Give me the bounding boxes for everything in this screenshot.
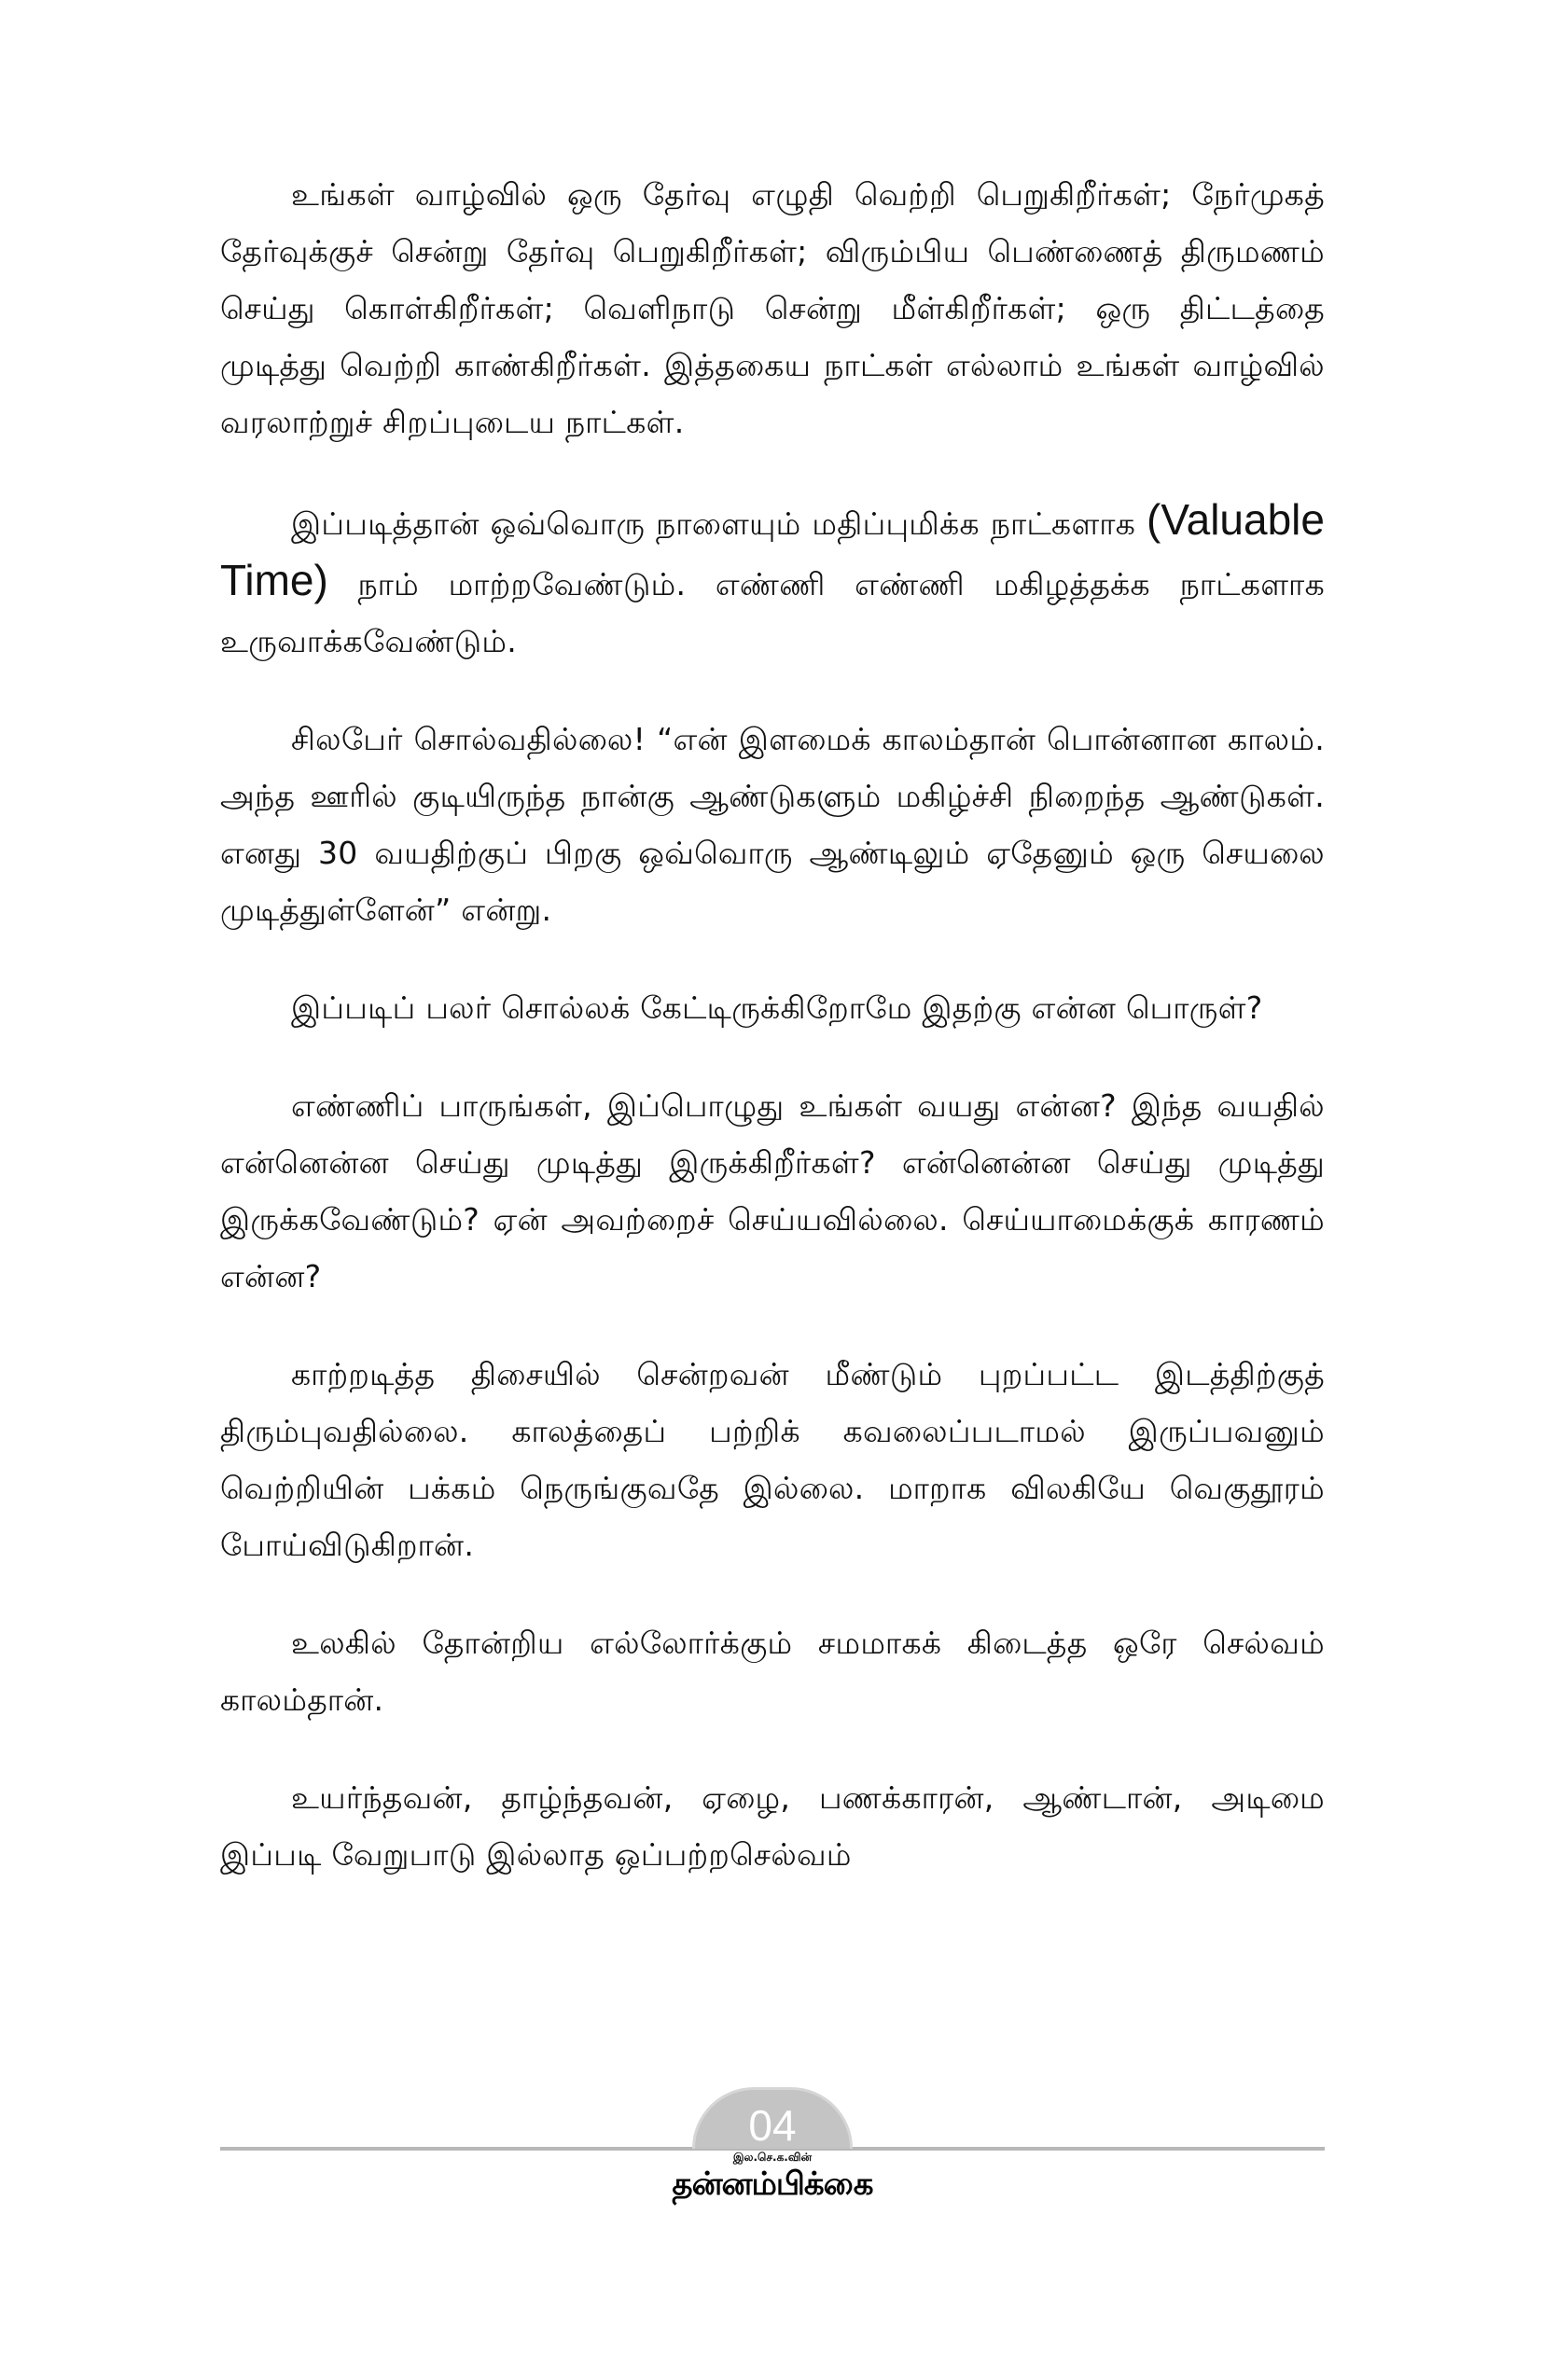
paragraph-5 xyxy=(220,1077,1325,1305)
paragraph-5-text: எண்ணிப் பாருங்கள், இப்பொழுது உங்கள் வயது என்ன? இந்த வயதில் என்னென்ன செய்து முடித்து இருக்கிறீர்கள்? என்னென்ன செய்து முடித்து இருக்கவேண்டும்? ஏன் அவற்றைச் செய்யவில்லை. செய்யாமைக்குக் காரணம் என்ன? xyxy=(220,1087,1325,1294)
paragraph-8-text: உயர்ந்தவன், தாழ்ந்தவன், ஏழை, பணக்காரன், ஆண்டான், அடிமை இப்படி வேறுபாடு இல்லாத ஒப்பற்றசெல்வம் xyxy=(220,1779,1325,1873)
page-number-badge xyxy=(692,2087,853,2149)
paragraph-7-text: உலகில் தோன்றிய எல்லோர்க்கும் சமமாகக் கிடைத்த ஒரே செல்வம் காலம்தான். xyxy=(220,1625,1325,1718)
paragraph-4 xyxy=(220,979,1325,1036)
paragraph-3-text: சிலபேர் சொல்வதில்லை! “என் இளமைக் காலம்தான் பொன்னான காலம். அந்த ஊரில் குடியிருந்த நான்கு ஆண்டுகளும் மகிழ்ச்சி நிறைந்த ஆண்டுகள். எனது 30 வயதிற்குப் பிறகு ஒவ்வொரு ஆண்டிலும் ஏதேனும் ஒரு செயலை முடித்துள்ளேன்” என்று. xyxy=(220,721,1325,928)
page-footer xyxy=(220,2087,1325,2274)
paragraph-2 xyxy=(220,491,1325,670)
publication-logo-subtitle: இல.செ.க.வின் xyxy=(732,2151,813,2164)
publication-logo: தன்னம்பிக்கை xyxy=(672,2166,873,2203)
paragraph-2-text-b: நாம் மாற்றவேண்டும். எண்ணி எண்ணி மகிழத்தக்க நாட்களாக உருவாக்கவேண்டும். xyxy=(220,566,1325,659)
paragraph-2-english-term: (Valuable Time) xyxy=(220,495,1325,604)
paragraph-6-text: காற்றடித்த திசையில் சென்றவன் மீண்டும் புறப்பட்ட இடத்திற்குத் திரும்புவதில்லை. காலத்தைப் பற்றிக் கவலைப்படாமல் இருப்பவனும் வெற்றியின் பக்கம் நெருங்குவதே இல்லை. மாறாக விலகியே வெகுதூரம் போய்விடுகிறான். xyxy=(220,1356,1325,1563)
paragraph-8 xyxy=(220,1769,1325,1883)
paragraph-6 xyxy=(220,1346,1325,1573)
paragraph-7 xyxy=(220,1614,1325,1728)
paragraph-2-text-a: இப்படித்தான் ஒவ்வொரு நாளையும் மதிப்புமிக்க நாட்களாக xyxy=(291,505,1147,542)
page-number: 04 xyxy=(748,2101,797,2150)
paragraph-1 xyxy=(220,166,1325,450)
page-body xyxy=(220,166,1325,1924)
paragraph-1-text: உங்கள் வாழ்வில் ஒரு தேர்வு எழுதி வெற்றி பெறுகிறீர்கள்; நேர்முகத் தேர்வுக்குச் சென்று தேர்வு பெறுகிறீர்கள்; விரும்பிய பெண்ணைத் திருமணம் செய்து கொள்கிறீர்கள்; வெளிநாடு சென்று மீள்கிறீர்கள்; ஒரு திட்டத்தை முடித்து வெற்றி காண்கிறீர்கள். இத்தகைய நாட்கள் எல்லாம் உங்கள் வாழ்வில் வரலாற்றுச் சிறப்புடைய நாட்கள். xyxy=(220,176,1325,440)
paragraph-3 xyxy=(220,711,1325,938)
paragraph-4-text: இப்படிப் பலர் சொல்லக் கேட்டிருக்கிறோமே இதற்கு என்ன பொருள்? xyxy=(291,989,1263,1026)
